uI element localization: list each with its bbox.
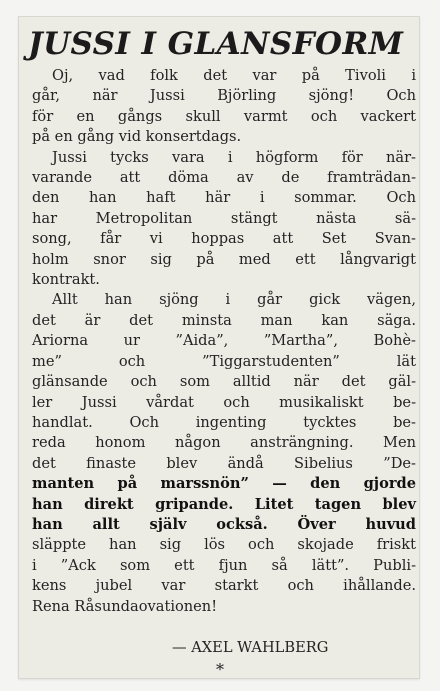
article-line: det är det minsta man kan säga.: [32, 311, 416, 329]
article-line: i ”Ack som ett fjun så lätt”. Publi-: [32, 556, 416, 574]
article-line: Allt han sjöng i går gick vägen,: [52, 291, 416, 309]
article-line: manten på marssnön” — den gjorde: [32, 475, 416, 493]
article-line: glänsande och som alltid när det gäl-: [32, 373, 416, 391]
article-line: kontrakt.: [32, 271, 100, 289]
article-line: Rena Råsundaovationen!: [32, 597, 218, 615]
article-line: går, när Jussi Björling sjöng! Och: [32, 87, 416, 105]
author-signature: — AXEL WAHLBERG: [172, 639, 329, 656]
article-line: för en gångs skull varmt och vackert: [32, 107, 416, 125]
article-line: släppte han sig lös och skojade friskt: [32, 536, 416, 554]
article-line: han allt själv också. Över huvud: [32, 515, 416, 533]
article-line: handlat. Och ingenting tycktes be-: [32, 413, 416, 431]
article-line: song, får vi hoppas att Set Svan-: [32, 230, 416, 248]
article-line: reda honom någon ansträngning. Men: [32, 434, 416, 452]
article-line: har Metropolitan stängt nästa sä-: [32, 209, 416, 227]
article-line: Jussi tycks vara i högform för när-: [52, 148, 416, 166]
end-mark: *: [216, 660, 224, 679]
article-line: Oj, vad folk det var på Tivoli i: [52, 67, 416, 84]
article-line: på en gång vid konsertdags.: [32, 128, 242, 146]
article-line: holm snor sig på med ett långvarigt: [32, 250, 416, 268]
article-line: han direkt gripande. Litet tagen blev: [32, 495, 416, 513]
article-line: ler Jussi vårdat och musikaliskt be-: [32, 393, 416, 411]
article-line: kens jubel var starkt och ihållande.: [32, 577, 416, 595]
article-line: me” och ”Tiggarstudenten” lät: [32, 352, 416, 370]
article-body: [32, 66, 416, 617]
article-line: Ariorna ur ”Aida”, ”Martha”, Bohè-: [32, 332, 416, 350]
article-line: varande att döma av de framträdan-: [32, 169, 416, 187]
article-line: den han haft här i sommar. Och: [32, 189, 416, 207]
article-line: det finaste blev ändå Sibelius ”De-: [32, 454, 416, 472]
article-headline: JUSSI I GLANSFORM: [28, 26, 404, 62]
